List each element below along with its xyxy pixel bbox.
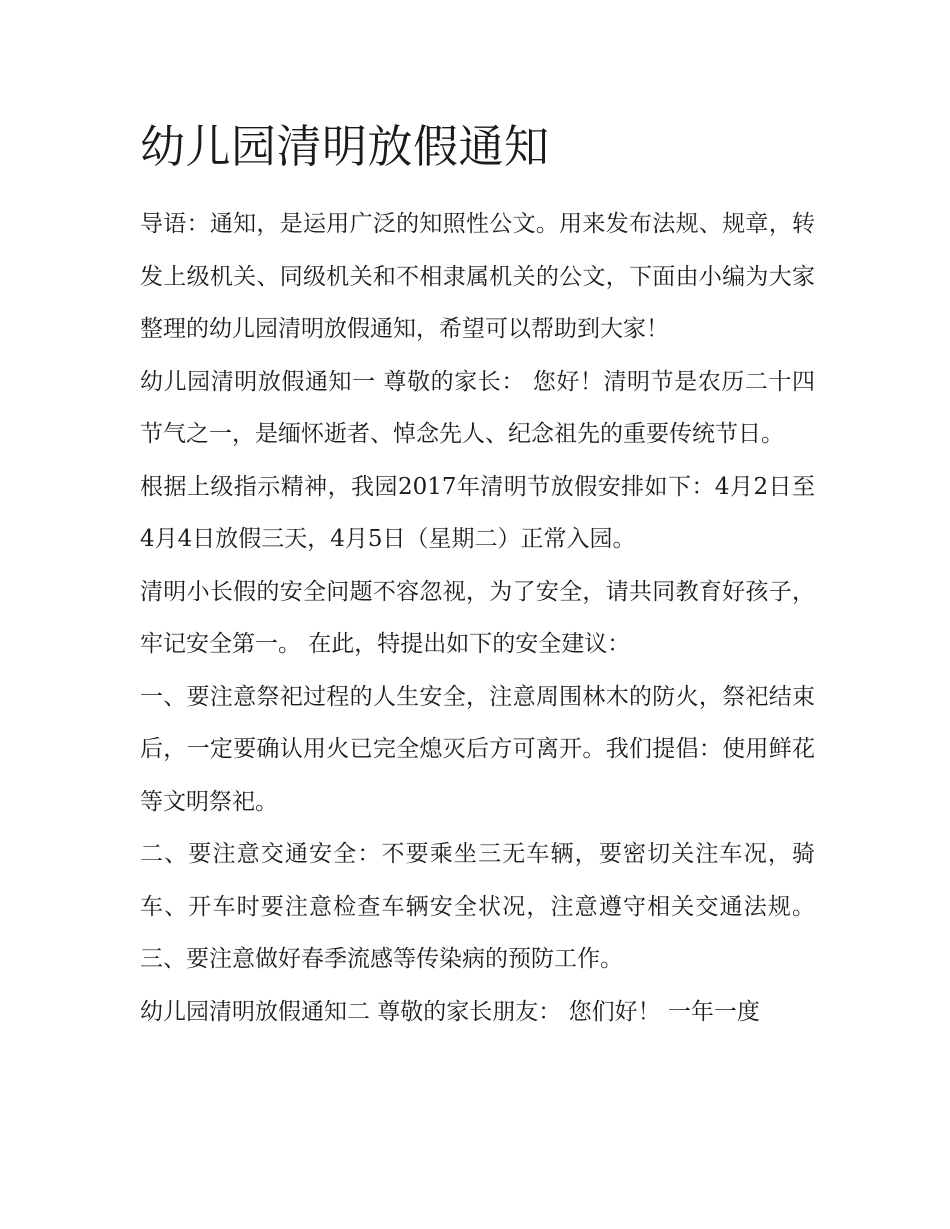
paragraph-safety-intro: 清明小长假的安全问题不容忽视，为了安全，请共同教育好孩子，牢记安全第一。 在此，特提出如下的安全建议： (140, 578, 815, 657)
paragraph-safety-one: 一、要注意祭祀过程的人生安全，注意周围林木的防火，祭祀结束后，一定要确认用火已完全熄灭后方可离开。我们提倡：使用鲜花等文明祭祀。 (140, 683, 815, 815)
paragraph-intro: 导语：通知，是运用广泛的知照性公文。用来发布法规、规章，转发上级机关、同级机关和不相隶属机关的公文，下面由小编为大家整理的幼儿园清明放假通知，希望可以帮助到大家！ (140, 211, 815, 342)
paragraph-notice-two: 幼儿园清明放假通知二 尊敬的家长朋友： 您们好！ 一年一度 (140, 998, 760, 1025)
document-title: 幼儿园清明放假通知 (140, 120, 550, 173)
document-body (140, 198, 815, 1038)
paragraph-safety-two-three: 二、要注意交通安全：不要乘坐三无车辆，要密切关注车况，骑车、开车时要注意检查车辆安全状况，注意遵守相关交通法规。 三、要注意做好春季流感等传染病的预防工作。 (140, 841, 815, 972)
paragraph-schedule: 根据上级指示精神，我园2017年清明节放假安排如下：4月2日至4月4日放假三天，4月5日（星期二）正常入园。 (140, 473, 815, 552)
document-page (140, 118, 815, 1038)
paragraph-notice-one: 幼儿园清明放假通知一 尊敬的家长： 您好！清明节是农历二十四节气之一，是缅怀逝者、悼念先人、纪念祖先的重要传统节日。 (140, 368, 815, 447)
